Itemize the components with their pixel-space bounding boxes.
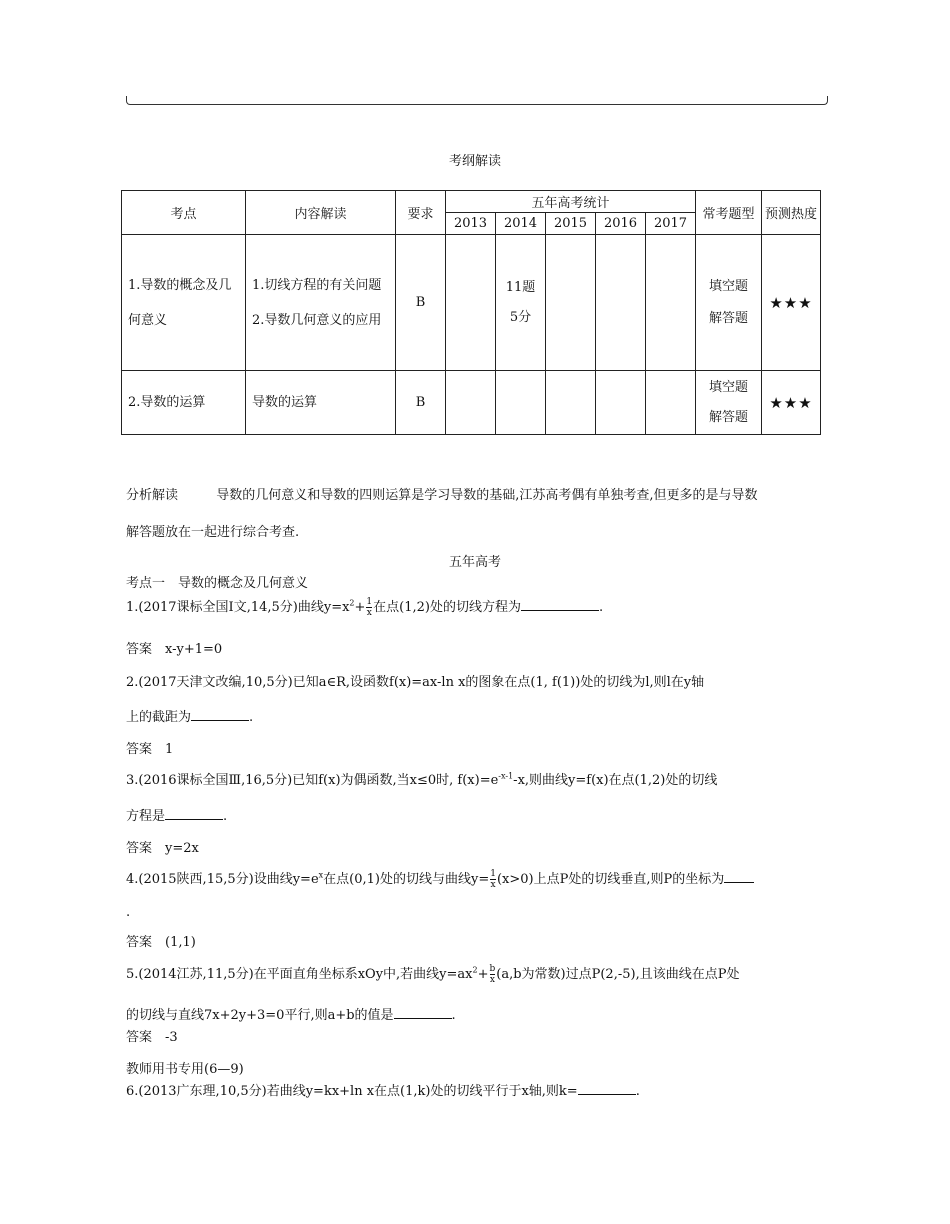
row1-neirong: 1.切线方程的有关问题 2.导数几何意义的应用 (246, 235, 396, 371)
row2-2013 (446, 371, 496, 435)
header-redu: 预测热度 (762, 191, 821, 235)
answer-3: 答案 y=2x (126, 841, 199, 856)
header-tixing: 常考题型 (696, 191, 762, 235)
year-2013: 2013 (446, 213, 496, 235)
row2-tixing: 填空题 解答题 (696, 371, 762, 435)
header-yaoqiu: 要求 (396, 191, 446, 235)
fraction-1-over-x: $\frac{1}{x}$ (490, 869, 496, 890)
answer-1: 答案 x-y+1=0 (126, 642, 223, 657)
answer-blank (165, 807, 223, 820)
problem-4: 4.(2015陕西,15,5分)设曲线$y=e^x$在点(0,1)处的切线与曲线y= $\frac{1}{x}$ (x>0)上点P处的切线垂直,则P的坐标为 (126, 868, 826, 890)
row1-2013 (446, 235, 496, 371)
row2-redu: ★★★ (762, 371, 821, 435)
header-tongji: 五年高考统计 (446, 191, 696, 213)
answer-5: 答案 -3 (126, 1030, 178, 1045)
problem-4-end: . (126, 905, 131, 920)
problem-3-line1: 3.(2016课标全国Ⅲ,16,5分)已知f(x)为偶函数,当x≤0时, $f(x)=e^{-x-1}-x$,则曲线y=f(x)在点(1,2)处的切线 (126, 771, 718, 788)
kaodian1-heading: 考点一 导数的概念及几何意义 (126, 576, 309, 591)
problem-2-line1: 2.(2017天津文改编,10,5分)已知a∈R,设函数f(x)=ax-ln x的图象在点(1, f(1))处的切线为l,则l在y轴 (126, 675, 705, 690)
fraction-1-over-x: $\frac{1}{x}$ (366, 597, 373, 618)
analysis-line1 (126, 484, 826, 503)
five-year-title: 五年高考 (448, 555, 501, 570)
header-rule (126, 96, 828, 105)
answer-4: 答案 (1,1) (126, 935, 196, 950)
problem-2-line2: 上的截距为 . (126, 710, 254, 725)
year-2015: 2015 (546, 213, 596, 235)
answer-blank (394, 1006, 452, 1019)
row2-2015 (546, 371, 596, 435)
row2-2017 (646, 371, 696, 435)
row1-yaoqiu: B (396, 235, 446, 371)
row1-2015 (546, 235, 596, 371)
row2-2014 (496, 371, 546, 435)
row1-redu: ★★★ (762, 235, 821, 371)
teacher-note: 教师用书专用(6—9) (126, 1062, 244, 1077)
row1-2016 (596, 235, 646, 371)
section-title: 考纲解读 (448, 154, 501, 169)
analysis-text1: 导数的几何意义和导数的四则运算是学习导数的基础,江苏高考偶有单独考查,但更多的是与导数 (216, 488, 758, 503)
problem-5-line1: 5.(2014江苏,11,5分)在平面直角坐标系xOy中,若曲线$y=ax^2+$ $\frac{b}{x}$ (a,b为常数)过点P(2,-5),且该曲线在点P处 (126, 964, 740, 985)
problem-3-line2: 方程是 . (126, 809, 228, 824)
header-kaodian: 考点 (122, 191, 246, 235)
answer-blank (724, 870, 754, 883)
answer-blank (191, 708, 249, 721)
row1-2014: 11题 5分 (496, 235, 546, 371)
year-2014: 2014 (496, 213, 546, 235)
answer-blank (521, 598, 599, 611)
row2-neirong: 导数的运算 (246, 371, 396, 435)
row1-tixing: 填空题 解答题 (696, 235, 762, 371)
syllabus-table (121, 190, 821, 435)
row2-kaodian: 2.导数的运算 (122, 371, 246, 435)
answer-blank (578, 1082, 636, 1095)
problem-1: 1.(2017课标全国Ⅰ文,14,5分)曲线$y=x^2+$ $\frac{1}{x}$ 在点(1,2)处的切线方程为 . (126, 597, 604, 618)
row2-2016 (596, 371, 646, 435)
row1-kaodian: 1.导数的概念及几何意义 (122, 235, 246, 371)
answer-2: 答案 1 (126, 742, 174, 757)
problem-5-line2: 的切线与直线7x+2y+3=0平行,则a+b的值是 . (126, 1008, 456, 1023)
analysis-line2: 解答题放在一起进行综合考查. (126, 525, 300, 540)
year-2017: 2017 (646, 213, 696, 235)
row1-2017 (646, 235, 696, 371)
header-neirong: 内容解读 (246, 191, 396, 235)
analysis-label: 分析解读 (126, 488, 179, 503)
problem-6: 6.(2013广东理,10,5分)若曲线y=kx+ln x在点(1,k)处的切线平行于x轴,则k= . (126, 1084, 640, 1099)
row2-yaoqiu: B (396, 371, 446, 435)
year-2016: 2016 (596, 213, 646, 235)
fraction-b-over-x: $\frac{b}{x}$ (489, 964, 496, 985)
